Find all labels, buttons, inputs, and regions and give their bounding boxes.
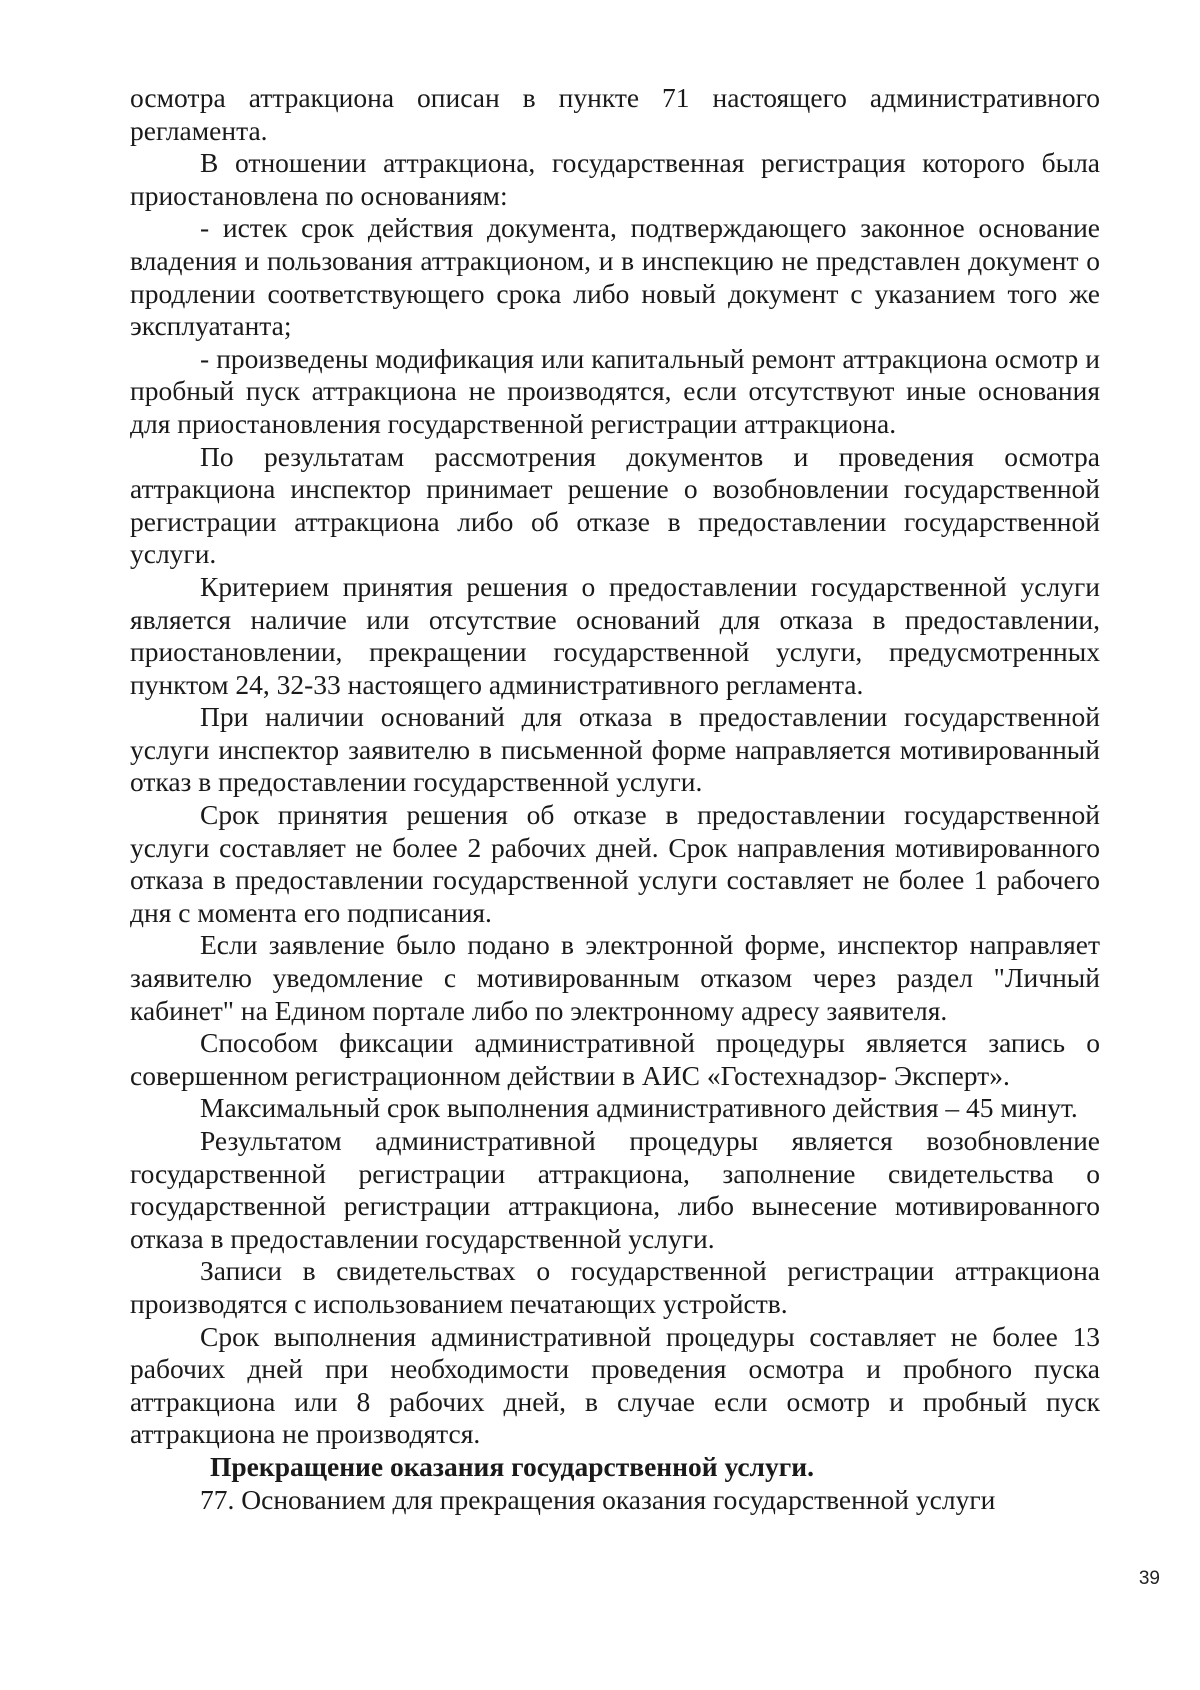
paragraph-refusal-grounds: При наличии оснований для отказа в предоставлении государственной услуги инспектор заявителю в письменной форме направляется мотивированный отказ в предоставлении государственной услуги. [130,701,1100,798]
paragraph-ground-modification: - произведены модификация или капитальный ремонт аттракциона осмотр и пробный пуск аттракциона не производятся, если отсутствуют иные основания для приостановления государственной регистрации аттракциона. [130,342,1100,439]
paragraph-inspection-results: По результатам рассмотрения документов и проведения осмотра аттракциона инспектор принимает решение о возобновлении государственной регистрации аттракциона либо об отказе в предоставлении государственной услуги. [130,440,1100,570]
paragraph-certificate-records: Записи в свидетельствах о государственной регистрации аттракциона производятся с использованием печатающих устройств. [130,1255,1100,1319]
paragraph-ground-expired-document: - истек срок действия документа, подтверждающего законное основание владения и пользования аттракционом, и в инспекцию не представлен документ о продлении соответствующего срока либо новый документ с указанием того же эксплуатанта; [130,212,1100,342]
section-heading: Прекращение оказания государственной услуги. [210,1450,814,1482]
paragraph-suspension-intro: В отношении аттракциона, государственная регистрация которого была приостановлена по основаниям: [130,147,1100,211]
paragraph-electronic-notice: Если заявление было подано в электронной форме, инспектор направляет заявителю уведомление с мотивированным отказом через раздел "Личный кабинет" на Едином портале либо по электронному адресу заявителя. [130,929,1100,1026]
paragraph-max-duration: Максимальный срок выполнения административного действия – 45 минут. [200,1092,1078,1124]
paragraph-refusal-deadline: Срок принятия решения об отказе в предоставлении государственной услуги составляет не более 2 рабочих дней. Срок направления мотивированного отказа в предоставлении государственной услуги составляет не более 1 рабочего дня с момента его подписания. [130,799,1100,928]
page-number: 39 [1138,1568,1160,1589]
paragraph-item-77: 77. Основанием для прекращения оказания государственной услуги [200,1483,996,1515]
paragraph-decision-criterion: Критерием принятия решения о предоставлении государственной услуги является наличие или отсутствие оснований для отказа в предоставлении, приостановлении, прекращении государственной услуги, предусмотренных пунктом 24, 32-33 настоящего административного регламента. [130,570,1100,700]
paragraph-procedure-deadline: Срок выполнения административной процедуры составляет не более 13 рабочих дней при необходимости проведения осмотра и пробного пуска аттракциона или 8 рабочих дней, в случае если осмотр и пробный пуск аттракциона не производятся. [130,1320,1100,1450]
paragraph-procedure-result: Результатом административной процедуры является возобновление государственной регистрации аттракциона, заполнение свидетельства о государственной регистрации аттракциона, либо вынесение мотивированного отказа в предоставлении государственной услуги. [130,1125,1100,1254]
paragraph-recording-method: Способом фиксации административной процедуры является запись о совершенном регистрационном действии в АИС «Гостехнадзор- Эксперт». [130,1027,1100,1091]
paragraph-continuation: осмотра аттракциона описан в пункте 71 настоящего административного регламента. [130,82,1100,146]
document-body [130,82,1100,1516]
